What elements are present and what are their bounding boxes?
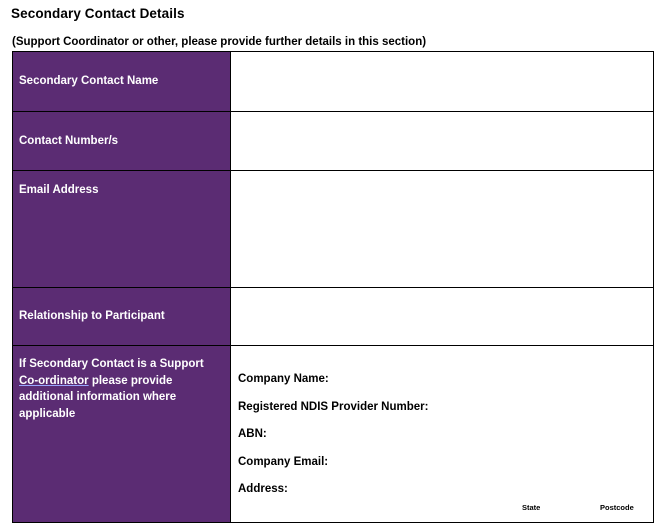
secondary-contact-name-label: Secondary Contact Name	[13, 52, 231, 112]
state-label: State	[522, 503, 541, 512]
table-row	[13, 112, 654, 171]
secondary-contact-name-field[interactable]	[231, 52, 654, 112]
relationship-label: Relationship to Participant	[13, 288, 231, 346]
coordinator-label-part-2: please provide additional information where applicable	[19, 374, 177, 420]
company-email-label: Company Email:	[238, 455, 329, 468]
provider-number-label: Registered NDIS Provider Number:	[238, 400, 429, 413]
email-address-label: Email Address	[19, 184, 99, 196]
section-title: Secondary Contact Details	[11, 6, 185, 21]
company-name-label: Company Name:	[238, 373, 329, 385]
secondary-contact-table	[12, 51, 654, 523]
email-address-field[interactable]	[231, 171, 654, 288]
contact-number-field[interactable]	[231, 112, 654, 171]
coordinator-label-underlined: Co-ordinator	[19, 374, 89, 387]
postcode-label: Postcode	[600, 503, 634, 512]
abn-label: ABN:	[238, 428, 267, 440]
section-subtitle: (Support Coordinator or other, please provide further details in this section)	[12, 36, 427, 48]
coordinator-label	[19, 346, 224, 422]
table-row	[13, 288, 654, 346]
relationship-field[interactable]	[231, 288, 654, 346]
table-row	[13, 346, 654, 523]
coordinator-label-cell	[13, 346, 231, 523]
coordinator-label-part-1: If Secondary Contact is a Support	[19, 358, 204, 370]
cut-off-text-line	[80, 526, 440, 532]
contact-number-label: Contact Number/s	[13, 112, 231, 171]
email-address-label-cell	[13, 171, 231, 288]
address-label: Address:	[238, 483, 288, 495]
coordinator-details-field[interactable]	[231, 346, 654, 523]
table-row	[13, 171, 654, 288]
table-row	[13, 52, 654, 112]
coordinator-fields	[238, 372, 428, 510]
